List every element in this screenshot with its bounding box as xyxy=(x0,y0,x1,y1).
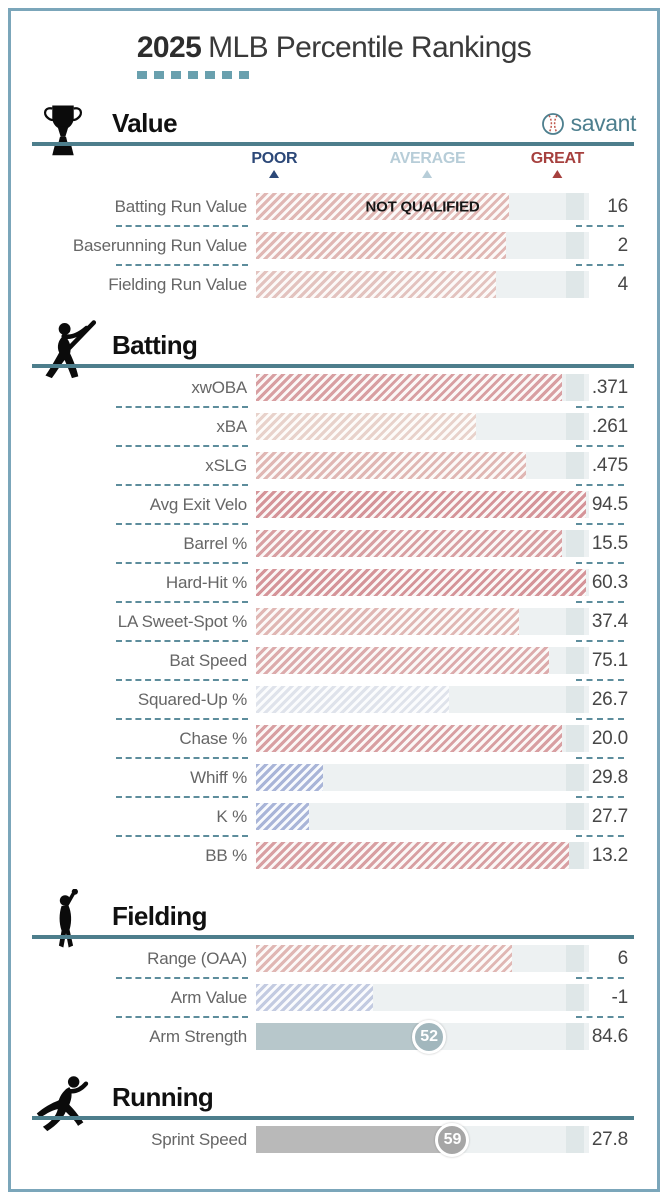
title-rest: MLB Percentile Rankings xyxy=(208,31,532,64)
stat-value: 13.2 xyxy=(591,844,628,866)
stat-label: Bat Speed xyxy=(169,650,247,670)
row-bat-speed xyxy=(24,641,644,680)
stat-value: 4 xyxy=(617,273,628,295)
stat-value: .475 xyxy=(591,454,628,476)
row-arm-value xyxy=(24,978,644,1017)
title-year: 2025 xyxy=(136,31,202,64)
row-bb xyxy=(24,836,644,875)
stat-label: Range (OAA) xyxy=(147,948,247,968)
great-zone-band xyxy=(566,374,584,401)
stat-value: 75.1 xyxy=(591,649,628,671)
stat-label: Fielding Run Value xyxy=(108,274,247,294)
percentile-bar xyxy=(256,1023,589,1050)
great-zone-band xyxy=(566,1126,584,1153)
not-qualified-badge: NOT QUALIFIED xyxy=(365,198,480,215)
stat-value: .261 xyxy=(591,415,628,437)
stat-value: .371 xyxy=(591,376,628,398)
stat-value: 60.3 xyxy=(591,571,628,593)
stat-value: 26.7 xyxy=(591,688,628,710)
stat-value: 94.5 xyxy=(591,493,628,515)
row-chase xyxy=(24,719,644,758)
percentile-fill xyxy=(256,764,323,791)
row-xwoba xyxy=(24,368,644,407)
percentile-card xyxy=(8,8,660,1192)
stat-value: 2 xyxy=(617,234,628,256)
percentile-bar xyxy=(256,193,589,220)
percentile-bar xyxy=(256,232,589,259)
percentile-bar xyxy=(256,803,589,830)
section-title-value: Value xyxy=(112,108,177,138)
stat-label: Squared-Up % xyxy=(137,689,247,709)
trophy-icon xyxy=(40,102,86,158)
row-squared-up xyxy=(24,680,644,719)
section-batting xyxy=(24,316,644,875)
page-header xyxy=(24,31,644,84)
great-zone-band xyxy=(566,1023,584,1050)
percentile-fill xyxy=(256,803,309,830)
percentile-bar xyxy=(256,530,589,557)
row-xba xyxy=(24,407,644,446)
percentile-bar xyxy=(256,271,589,298)
row-hard-hit xyxy=(24,563,644,602)
row-avg-exit-velo xyxy=(24,485,644,524)
stat-value: -1 xyxy=(611,986,628,1008)
row-sprint-speed xyxy=(24,1120,644,1159)
great-zone-band xyxy=(566,608,584,635)
row-k xyxy=(24,797,644,836)
stat-label: xSLG xyxy=(205,455,247,475)
row-arm-strength xyxy=(24,1017,644,1056)
great-zone-band xyxy=(566,232,584,259)
percentile-bar xyxy=(256,725,589,752)
row-whiff xyxy=(24,758,644,797)
percentile-bar xyxy=(256,491,589,518)
percentile-bar xyxy=(256,452,589,479)
great-zone-band xyxy=(566,530,584,557)
stat-label: Arm Strength xyxy=(149,1026,247,1046)
great-zone-band xyxy=(566,725,584,752)
stat-value: 27.8 xyxy=(591,1128,628,1150)
average-marker-triangle xyxy=(422,170,432,178)
stat-label: Chase % xyxy=(179,728,247,748)
percentile-bar xyxy=(256,842,589,869)
stat-label: Baserunning Run Value xyxy=(72,235,247,255)
stat-value: 27.7 xyxy=(591,805,628,827)
row-barrel xyxy=(24,524,644,563)
percentile-fill xyxy=(256,232,506,259)
great-zone-band xyxy=(566,984,584,1011)
percentile-fill xyxy=(256,945,512,972)
percentile-fill xyxy=(256,413,476,440)
stat-label: Arm Value xyxy=(170,987,247,1007)
percentile-bar xyxy=(256,764,589,791)
percentile-bubble: 52 xyxy=(412,1020,446,1054)
section-title-batting: Batting xyxy=(112,330,198,360)
baseball-icon xyxy=(541,112,565,136)
percentile-bar xyxy=(256,569,589,596)
scale-label-poor: POOR xyxy=(251,150,297,178)
percentile-fill xyxy=(256,569,586,596)
page-title xyxy=(137,31,531,65)
great-zone-band xyxy=(566,686,584,713)
stat-label: Hard-Hit % xyxy=(165,572,247,592)
percentile-bar xyxy=(256,608,589,635)
percentile-fill xyxy=(256,491,586,518)
percentile-bubble: 59 xyxy=(435,1123,469,1157)
great-zone-band xyxy=(566,945,584,972)
row-la-sweet-spot xyxy=(24,602,644,641)
percentile-fill xyxy=(256,647,549,674)
percentile-bar xyxy=(256,686,589,713)
stat-value: 20.0 xyxy=(591,727,628,749)
percentile-fill xyxy=(256,725,562,752)
great-zone-band xyxy=(566,271,584,298)
percentile-bar xyxy=(256,945,589,972)
percentile-fill xyxy=(256,1023,429,1050)
percentile-bar xyxy=(256,374,589,401)
great-zone-band xyxy=(566,413,584,440)
great-zone-band xyxy=(566,803,584,830)
percentile-fill xyxy=(256,686,449,713)
stat-label: Whiff % xyxy=(190,767,247,787)
section-title-fielding: Fielding xyxy=(112,901,207,931)
percentile-fill xyxy=(256,271,496,298)
stat-value: 15.5 xyxy=(591,532,628,554)
percentile-fill xyxy=(256,984,373,1011)
title-underline-dashes xyxy=(137,71,531,79)
stat-value: 29.8 xyxy=(591,766,628,788)
stat-label: Avg Exit Velo xyxy=(149,494,247,514)
section-fielding xyxy=(24,887,644,1056)
stat-label: Barrel % xyxy=(183,533,247,553)
great-marker-triangle xyxy=(552,170,562,178)
section-title-running: Running xyxy=(112,1082,214,1112)
stat-label: xwOBA xyxy=(191,377,247,397)
percentile-fill xyxy=(256,374,562,401)
great-zone-band xyxy=(566,764,584,791)
scale-label-average: AVERAGE xyxy=(390,150,466,178)
percentile-fill xyxy=(256,452,526,479)
percentile-bar xyxy=(256,647,589,674)
stat-label: LA Sweet-Spot % xyxy=(117,611,247,631)
stat-label: xBA xyxy=(216,416,247,436)
section-rule xyxy=(32,142,634,146)
great-zone-band xyxy=(566,452,584,479)
stat-value: 16 xyxy=(607,195,628,217)
percentile-fill xyxy=(256,530,562,557)
percentile-bar xyxy=(256,984,589,1011)
stat-label: K % xyxy=(216,806,247,826)
percentile-scale-header xyxy=(24,149,644,187)
stat-value: 6 xyxy=(617,947,628,969)
section-running xyxy=(24,1068,644,1159)
stat-label: Batting Run Value xyxy=(114,196,247,216)
section-value xyxy=(24,94,644,304)
poor-marker-triangle xyxy=(269,170,279,178)
row-range-oaa xyxy=(24,939,644,978)
percentile-fill xyxy=(256,842,569,869)
percentile-bar xyxy=(256,413,589,440)
row-xslg xyxy=(24,446,644,485)
stat-value: 37.4 xyxy=(591,610,628,632)
row-batting-run-value xyxy=(24,187,644,226)
savant-logo[interactable] xyxy=(541,110,636,137)
stat-label: Sprint Speed xyxy=(151,1129,247,1149)
stat-value: 84.6 xyxy=(591,1025,628,1047)
brand-name: savant xyxy=(570,110,636,136)
row-fielding-run-value xyxy=(24,265,644,304)
percentile-fill xyxy=(256,1126,452,1153)
row-baserunning-run-value xyxy=(24,226,644,265)
scale-label-great: GREAT xyxy=(531,150,584,178)
stat-label: BB % xyxy=(205,845,247,865)
percentile-bar xyxy=(256,1126,589,1153)
great-zone-band xyxy=(566,647,584,674)
percentile-fill xyxy=(256,608,519,635)
